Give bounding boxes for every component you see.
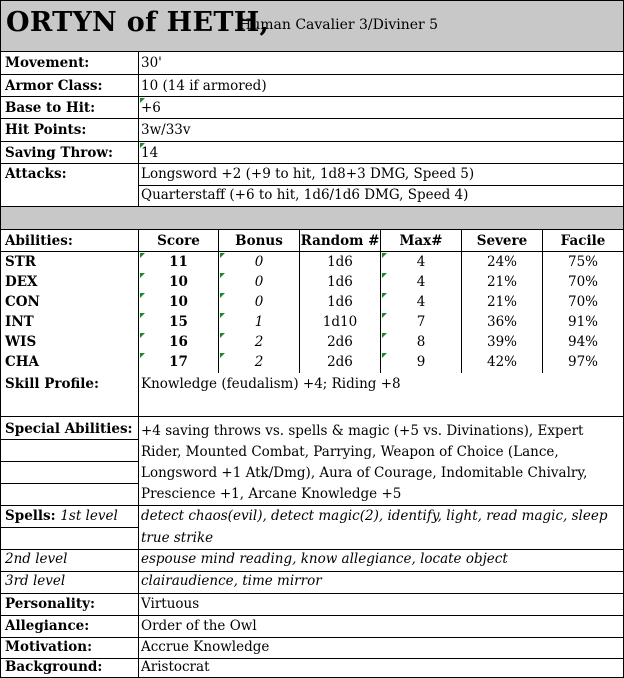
ability-score: 11 — [169, 254, 188, 270]
ability-facile: 97% — [567, 354, 598, 370]
section-separator — [1, 207, 623, 229]
ability-severe: 39% — [486, 334, 517, 350]
ability-random: 2d6 — [327, 354, 353, 370]
spell-level-2-label: 2nd level — [5, 551, 68, 567]
ability-max: 4 — [416, 294, 426, 310]
row-saving-throw — [1, 142, 623, 164]
skill-profile-value: Knowledge (feudalism) +4; Riding +8 — [141, 376, 401, 392]
row-divider — [1, 527, 138, 528]
row-background — [1, 659, 623, 677]
ability-score: 17 — [169, 354, 188, 370]
sheet-header — [1, 1, 623, 52]
saving-throw-value: 14 — [141, 145, 159, 161]
armor-class-value: 10 (14 if armored) — [141, 78, 267, 94]
row-base-to-hit — [1, 97, 623, 119]
movement-label: Movement: — [5, 55, 90, 71]
ability-max: 9 — [416, 354, 426, 370]
ability-score: 16 — [169, 334, 188, 350]
row-divider — [1, 461, 138, 462]
bonus-header: Bonus — [235, 233, 283, 249]
ability-score: 10 — [169, 294, 188, 310]
character-class: Human Cavalier 3/Diviner 5 — [239, 17, 439, 33]
row-personality — [1, 594, 623, 615]
row-spells-level-2 — [1, 550, 623, 571]
max-header: Max# — [399, 233, 443, 249]
ability-name: DEX — [5, 274, 38, 290]
ability-max: 7 — [416, 314, 426, 330]
ability-row-dex — [1, 272, 623, 292]
attack-2: Quarterstaff (+6 to hit, 1d6/1d6 DMG, Speed 4) — [141, 187, 469, 203]
abilities-header-row — [1, 230, 623, 251]
background-value: Aristocrat — [141, 659, 210, 675]
ability-severe: 36% — [486, 314, 517, 330]
ability-random: 2d6 — [327, 334, 353, 350]
spells-label — [5, 508, 118, 524]
personality-value: Virtuous — [141, 596, 200, 612]
ability-max: 4 — [416, 274, 426, 290]
ability-bonus: 0 — [254, 254, 264, 270]
character-name: ORTYN of HETH, — [6, 7, 270, 38]
spell-level-2-list: espouse mind reading, know allegiance, locate object — [141, 551, 508, 567]
ability-facile: 70% — [567, 294, 598, 310]
ability-random: 1d6 — [327, 274, 353, 290]
row-hit-points — [1, 119, 623, 141]
ability-bonus: 0 — [254, 294, 264, 310]
armor-class-label: Armor Class: — [5, 78, 103, 94]
spell-level-1-list: detect chaos(evil), detect magic(2), identify, light, read magic, sleep — [141, 508, 608, 524]
ability-row-con — [1, 292, 623, 312]
ability-name: CHA — [5, 354, 39, 370]
ability-random: 1d6 — [327, 254, 353, 270]
special-abilities-text: +4 saving throws vs. spells & magic (+5 vs. Divinations), Expert Rider, Mounted Combat, Parrying, Weapon of Choice (Lance, Longsword +1 Atk/Dmg), Aura of Courage, Indomitable Chivalry, Prescience +1, Arcane Knowledge +5 — [141, 423, 588, 502]
ability-row-wis — [1, 332, 623, 352]
spells-title: Spells: — [5, 508, 56, 524]
ability-facile: 70% — [567, 274, 598, 290]
attack-1: Longsword +2 (+9 to hit, 1d8+3 DMG, Speed 5) — [141, 166, 475, 182]
allegiance-value: Order of the Owl — [141, 618, 257, 634]
row-armor-class — [1, 75, 623, 97]
spell-level-3-label: 3rd level — [5, 573, 66, 589]
ability-bonus: 1 — [254, 314, 264, 330]
background-label: Background: — [5, 659, 103, 675]
row-allegiance — [1, 616, 623, 637]
ability-row-int — [1, 312, 623, 332]
ability-facile: 94% — [567, 334, 598, 350]
ability-bonus: 2 — [254, 334, 264, 350]
ability-row-cha — [1, 352, 623, 373]
spell-level-1-label: 1st level — [60, 508, 118, 524]
ability-random: 1d6 — [327, 294, 353, 310]
score-header: Score — [157, 233, 200, 249]
ability-score: 15 — [169, 314, 188, 330]
row-divider — [138, 185, 623, 186]
ability-severe: 21% — [486, 294, 517, 310]
saving-throw-label: Saving Throw: — [5, 145, 114, 161]
random-header: Random # — [300, 233, 380, 249]
ability-score: 10 — [169, 274, 188, 290]
ability-name: CON — [5, 294, 40, 310]
ability-max: 8 — [416, 334, 426, 350]
row-movement — [1, 52, 623, 74]
spell-level-3-list: clairaudience, time mirror — [141, 573, 322, 589]
ability-random: 1d10 — [322, 314, 358, 330]
motivation-label: Motivation: — [5, 639, 93, 655]
ability-name: WIS — [5, 334, 37, 350]
skill-profile-label: Skill Profile: — [5, 376, 99, 392]
row-divider — [1, 439, 138, 440]
ability-bonus: 2 — [254, 354, 264, 370]
allegiance-label: Allegiance: — [5, 618, 90, 634]
hit-points-value: 3w/33v — [141, 122, 191, 138]
ability-severe: 21% — [486, 274, 517, 290]
facile-header: Facile — [560, 233, 606, 249]
personality-label: Personality: — [5, 596, 95, 612]
row-spells-level-3 — [1, 572, 623, 593]
row-skill-profile — [1, 373, 623, 416]
ability-facile: 75% — [567, 254, 598, 270]
movement-value: 30' — [141, 55, 162, 71]
ability-severe: 42% — [486, 354, 517, 370]
base-to-hit-label: Base to Hit: — [5, 100, 96, 116]
row-divider — [1, 483, 138, 484]
spell-level-1-list-cont: true strike — [141, 530, 214, 546]
abilities-label: Abilities: — [5, 233, 73, 249]
ability-max: 4 — [416, 254, 426, 270]
severe-header: Severe — [476, 233, 528, 249]
ability-bonus: 0 — [254, 274, 264, 290]
row-motivation — [1, 638, 623, 658]
ability-facile: 91% — [567, 314, 598, 330]
hit-points-label: Hit Points: — [5, 122, 87, 138]
ability-name: INT — [5, 314, 34, 330]
attacks-label: Attacks: — [5, 166, 67, 182]
special-abilities-label: Special Abilities: — [5, 421, 133, 437]
ability-severe: 24% — [486, 254, 517, 270]
ability-name: STR — [5, 254, 37, 270]
base-to-hit-value: +6 — [141, 100, 161, 116]
ability-row-str — [1, 252, 623, 272]
motivation-value: Accrue Knowledge — [141, 639, 270, 655]
